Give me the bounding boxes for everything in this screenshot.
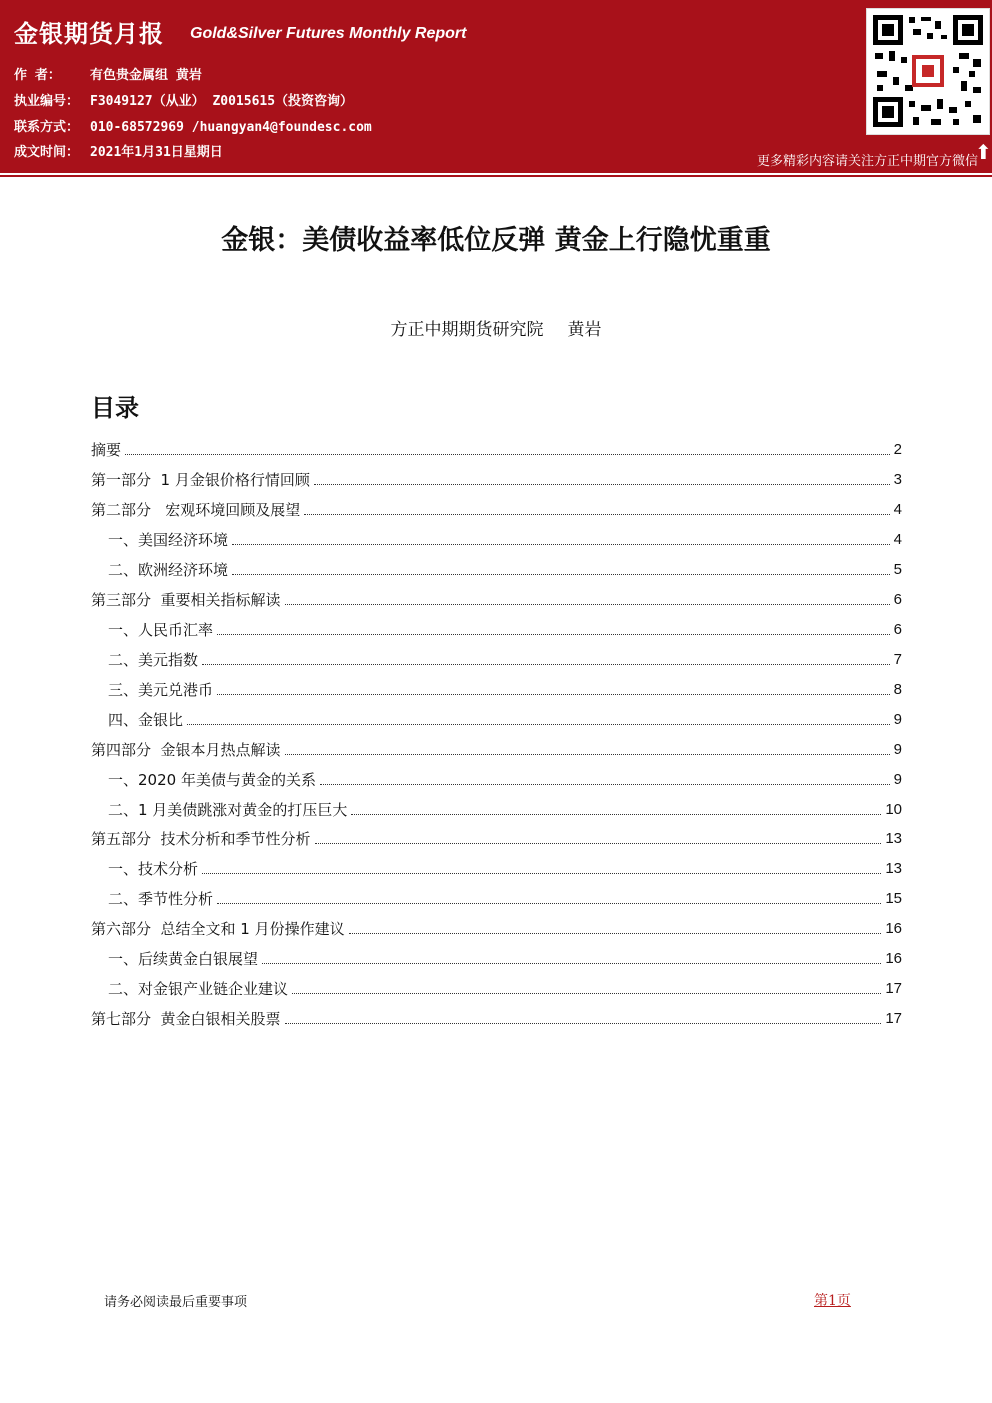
toc-dot-leader: [125, 454, 890, 455]
toc-entry-title: 第三部分 重要相关指标解读: [91, 591, 281, 610]
toc-heading: 目录: [91, 394, 139, 422]
report-series-title-en: Gold&Silver Futures Monthly Report: [190, 25, 467, 42]
toc-entry-page: 6: [893, 620, 902, 638]
report-series-title: 金银期货月报: [14, 20, 164, 48]
toc-dot-leader: [285, 604, 890, 605]
toc-entry-title: 一、美国经济环境: [108, 531, 229, 550]
toc-entry[interactable]: [91, 974, 902, 1004]
qr-follow-note: 更多精彩内容请关注方正中期官方微信: [756, 154, 978, 169]
toc-entry-page: 13: [885, 860, 902, 878]
header-divider: [0, 170, 992, 173]
toc-dot-leader: [304, 514, 889, 515]
toc-entry-page: 9: [893, 770, 902, 788]
toc-dot-leader: [217, 694, 890, 695]
toc-dot-leader: [349, 933, 882, 934]
toc-entry-page: 6: [893, 591, 902, 609]
toc-entry-title: 一、2020 年美债与黄金的关系: [108, 770, 316, 789]
toc-entry-page: 10: [885, 800, 902, 818]
toc-entry[interactable]: [91, 1004, 902, 1034]
table-of-contents: [91, 435, 902, 1033]
toc-dot-leader: [285, 754, 890, 755]
toc-entry-title: 三、美元兑港币: [108, 680, 214, 699]
toc-entry-title: 二、美元指数: [108, 650, 199, 669]
license-line: [14, 90, 353, 109]
toc-dot-leader: [202, 664, 890, 665]
toc-entry-title: 二、季节性分析: [108, 890, 214, 909]
toc-entry-page: 2: [893, 441, 902, 459]
toc-entry[interactable]: [91, 674, 902, 704]
toc-entry-title: 第一部分 1 月金银价格行情回顾: [91, 471, 310, 490]
toc-entry[interactable]: [91, 644, 902, 674]
arrow-up-icon: ⬆: [975, 140, 992, 164]
toc-dot-leader: [351, 814, 881, 815]
toc-entry-page: 7: [893, 650, 902, 668]
toc-entry[interactable]: [91, 764, 902, 794]
toc-entry[interactable]: [91, 585, 902, 615]
contact-line: [14, 116, 372, 135]
toc-dot-leader: [314, 484, 890, 485]
toc-dot-leader: [217, 903, 881, 904]
toc-entry[interactable]: [91, 555, 902, 585]
toc-entry[interactable]: [91, 794, 902, 824]
author-name: 黄岩: [567, 320, 602, 340]
footer-disclaimer-note: 请务必阅读最后重要事项: [104, 1295, 248, 1310]
toc-entry[interactable]: [91, 734, 902, 764]
toc-entry[interactable]: [91, 704, 902, 734]
toc-entry-page: 4: [893, 531, 902, 549]
toc-entry-page: 13: [885, 830, 902, 848]
toc-entry[interactable]: [91, 824, 902, 854]
toc-entry[interactable]: [91, 465, 902, 495]
toc-dot-leader: [217, 634, 890, 635]
toc-dot-leader: [232, 544, 890, 545]
toc-entry-page: 16: [885, 920, 902, 938]
toc-entry[interactable]: [91, 944, 902, 974]
toc-entry[interactable]: [91, 615, 902, 645]
toc-entry-title: 第四部分 金银本月热点解读: [91, 740, 281, 759]
report-title: 金银：美债收益率低位反弹 黄金上行隐忧重重: [221, 225, 771, 256]
report-author: [0, 315, 992, 340]
toc-dot-leader: [202, 873, 881, 874]
contact-value: 010-68572969 /huangyan4@foundesc.com: [90, 120, 372, 135]
toc-entry-page: 16: [885, 950, 902, 968]
author-value: 有色贵金属组 黄岩: [90, 68, 202, 83]
toc-entry-title: 第六部分 总结全文和 1 月份操作建议: [91, 920, 345, 939]
toc-entry-title: 二、1 月美债跳涨对黄金的打压巨大: [108, 800, 348, 819]
toc-entry[interactable]: [91, 525, 902, 555]
toc-entry-title: 第七部分 黄金白银相关股票: [91, 1009, 281, 1028]
header-divider-thin: [0, 175, 992, 177]
toc-entry[interactable]: [91, 884, 902, 914]
toc-dot-leader: [315, 843, 882, 844]
author-line: [14, 64, 202, 83]
toc-dot-leader: [262, 963, 881, 964]
toc-entry-title: 四、金银比: [108, 710, 184, 729]
date-value: 2021年1月31日星期日: [90, 145, 223, 160]
toc-entry-page: 8: [893, 680, 902, 698]
toc-entry-page: 17: [885, 980, 902, 998]
report-header-banner: [0, 0, 992, 170]
toc-entry-title: 摘要: [91, 441, 122, 460]
toc-entry[interactable]: [91, 914, 902, 944]
toc-dot-leader: [320, 784, 890, 785]
toc-entry-page: 17: [885, 1009, 902, 1027]
toc-dot-leader: [285, 1023, 882, 1024]
toc-entry-title: 第二部分 宏观环境回顾及展望: [91, 501, 301, 520]
author-label: 作 者：: [14, 68, 61, 83]
toc-entry-title: 第五部分 技术分析和季节性分析: [91, 830, 311, 849]
toc-entry[interactable]: [91, 854, 902, 884]
toc-entry-page: 9: [893, 740, 902, 758]
toc-entry-title: 二、对金银产业链企业建议: [108, 980, 289, 999]
toc-entry-page: 15: [885, 890, 902, 908]
toc-entry-title: 一、技术分析: [108, 860, 199, 879]
toc-entry-page: 5: [893, 561, 902, 579]
license-value: F3049127（从业） Z0015615（投资咨询）: [90, 94, 354, 109]
qr-code-icon: [873, 15, 983, 127]
toc-entry[interactable]: [91, 435, 902, 465]
toc-entry-page: 3: [893, 471, 902, 489]
toc-dot-leader: [187, 724, 890, 725]
toc-entry-title: 一、人民币汇率: [108, 620, 214, 639]
date-label: 成文时间：: [14, 145, 80, 160]
toc-dot-leader: [232, 574, 890, 575]
license-label: 执业编号：: [14, 94, 80, 109]
page-number[interactable]: 第1页: [814, 1293, 851, 1309]
toc-entry-title: 二、欧洲经济环境: [108, 561, 229, 580]
toc-entry-title: 一、后续黄金白银展望: [108, 950, 259, 969]
author-org: 方正中期期货研究院: [390, 320, 544, 340]
toc-dot-leader: [292, 993, 881, 994]
date-line: [14, 141, 223, 160]
contact-label: 联系方式：: [14, 120, 80, 135]
toc-entry-page: 9: [893, 710, 902, 728]
toc-entry[interactable]: [91, 495, 902, 525]
toc-entry-page: 4: [893, 501, 902, 519]
wechat-qr-code[interactable]: [866, 8, 990, 135]
